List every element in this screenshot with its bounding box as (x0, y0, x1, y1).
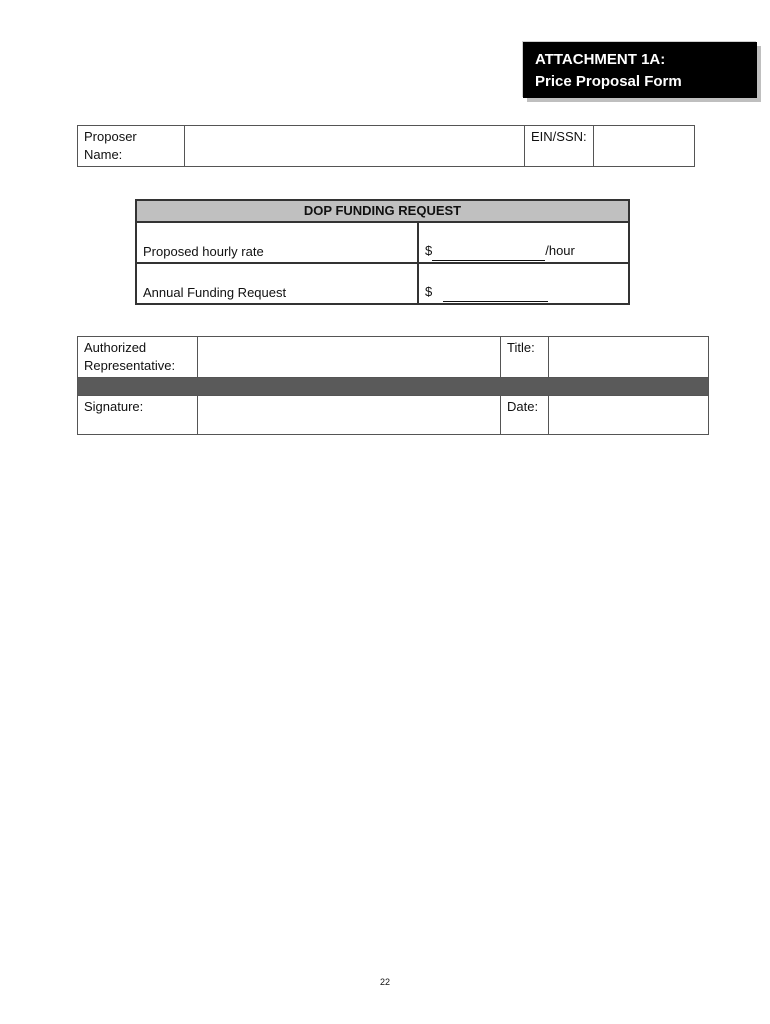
hourly-rate-label: Proposed hourly rate (136, 222, 418, 263)
hourly-rate-suffix: /hour (545, 243, 575, 258)
hourly-rate-prefix: $ (425, 243, 433, 258)
authorized-rep-label-line1: Authorized (84, 340, 147, 355)
authorized-rep-label (78, 337, 198, 378)
authorization-table (77, 336, 709, 435)
hourly-rate-blank[interactable] (432, 242, 545, 261)
funding-header: DOP FUNDING REQUEST (136, 200, 629, 222)
hourly-rate-field[interactable] (418, 222, 629, 263)
date-label: Date: (501, 396, 549, 435)
attachment-title-box (523, 42, 757, 98)
annual-funding-prefix: $ (425, 284, 433, 299)
signature-label: Signature: (78, 396, 198, 435)
title-label: Title: (501, 337, 549, 378)
proposer-name-label (78, 126, 185, 167)
authorized-rep-label-line2: Representative: (84, 358, 176, 373)
proposer-name-field[interactable] (185, 126, 525, 167)
attachment-title-line2: Price Proposal Form (535, 73, 682, 90)
page-number: 22 (379, 977, 390, 987)
signature-field[interactable] (198, 396, 501, 435)
separator-band (78, 378, 709, 396)
proposer-name-label-line1: Proposer (84, 129, 137, 144)
date-field[interactable] (549, 396, 709, 435)
annual-funding-field[interactable] (418, 263, 629, 304)
dop-funding-request-table (135, 199, 630, 305)
ein-ssn-field[interactable] (594, 126, 695, 167)
ein-ssn-label: EIN/SSN: (525, 126, 594, 167)
annual-funding-label: Annual Funding Request (136, 263, 418, 304)
proposer-table (77, 125, 695, 167)
annual-funding-blank[interactable] (443, 283, 548, 302)
authorized-rep-field[interactable] (198, 337, 501, 378)
attachment-title-line1: ATTACHMENT 1A: (535, 51, 666, 68)
title-field[interactable] (549, 337, 709, 378)
proposer-name-label-line2: Name: (84, 147, 123, 162)
